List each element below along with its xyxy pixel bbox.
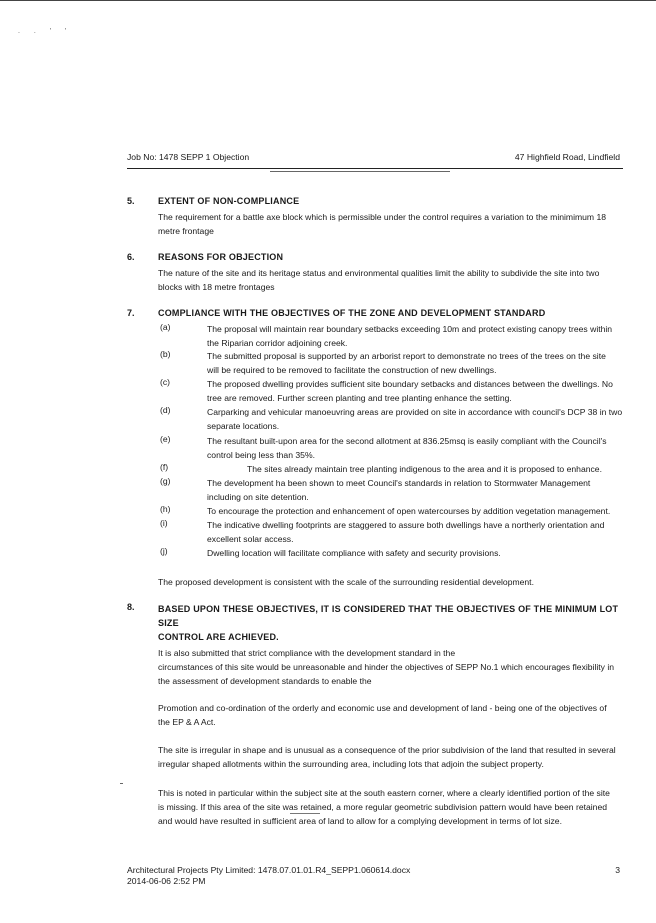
list-item bbox=[207, 405, 632, 433]
text-line: the Riparian corridor adjoining creek. bbox=[207, 338, 348, 348]
list-item bbox=[207, 349, 632, 377]
paragraph bbox=[158, 646, 633, 688]
text-line: The nature of the site and its heritage status and environmental qualities limit the ability to subdivide the site into two bbox=[158, 268, 600, 278]
text-line: Carparking and vehicular manoeuvring areas are provided on site in accordance with council's DCP 38 in two bbox=[207, 407, 623, 417]
list-item bbox=[247, 462, 632, 476]
list-item bbox=[207, 476, 632, 504]
text-line: will be required to be removed to facilitate the construction of new dwellings. bbox=[207, 365, 497, 375]
heading-line: BASED UPON THESE OBJECTIVES, IT IS CONSIDERED THAT THE OBJECTIVES OF THE MINIMUM LOT SIZE bbox=[158, 604, 619, 628]
item-label: (b) bbox=[160, 349, 171, 359]
scan-specks: . . ' ' bbox=[18, 28, 73, 35]
scan-top-edge bbox=[0, 0, 656, 1]
list-item bbox=[207, 546, 632, 560]
item-label: (f) bbox=[160, 462, 169, 472]
section-heading: REASONS FOR OBJECTION bbox=[158, 252, 284, 262]
item-label: (e) bbox=[160, 434, 171, 444]
text-line: circumstances of this site would be unreasonable and hinder the objectives of SEPP No.1 which encourages flexibility in bbox=[158, 662, 615, 672]
text-line: Dwelling location will facilitate compliance with safety and security provisions. bbox=[207, 548, 501, 558]
header-rule bbox=[127, 168, 623, 169]
scan-mark bbox=[120, 783, 123, 784]
text-line: The sites already maintain tree planting indigenous to the area and it is proposed to enhance. bbox=[247, 464, 602, 474]
header-address: 47 Highfield Road, Lindfield bbox=[514, 152, 620, 162]
text-line: It is also submitted that strict compliance with the development standard in the bbox=[158, 648, 456, 658]
section-number: 6. bbox=[127, 252, 135, 262]
text-line: tree are removed. Further screen planting and tree planting enhance the setting. bbox=[207, 393, 512, 403]
list-item bbox=[207, 322, 632, 350]
section-number: 7. bbox=[127, 308, 135, 318]
header-job-number: Job No: 1478 SEPP 1 Objection bbox=[127, 152, 250, 162]
item-label: (i) bbox=[160, 518, 168, 528]
section-number: 5. bbox=[127, 196, 135, 206]
paragraph bbox=[158, 786, 633, 828]
text-line: To encourage the protection and enhancement of open watercourses by addition vegetation management. bbox=[207, 506, 611, 516]
text-line: metre frontage bbox=[158, 226, 214, 236]
text-line: including on site detention. bbox=[207, 492, 309, 502]
paragraph bbox=[158, 743, 633, 771]
text-line: The proposed dwelling provides sufficient site boundary setbacks and distances between the dwellings. No bbox=[207, 379, 613, 389]
text-line: The resultant built-upon area for the second allotment at 836.25msq is easily compliant with the Council's bbox=[207, 436, 607, 446]
text-line: the assessment of development standards to enable the bbox=[158, 676, 372, 686]
section-heading bbox=[158, 602, 633, 644]
footer-file-name: Architectural Projects Pty Limited: 1478.07.01.01.R4_SEPP1.060614.docx bbox=[127, 865, 411, 875]
text-line: Promotion and co-ordination of the orderly and economic use and development of land - being one of the objectives of bbox=[158, 703, 607, 713]
text-line: The site is irregular in shape and is unusual as a consequence of the prior subdivision of the land that resulted in several bbox=[158, 745, 616, 755]
item-label: (d) bbox=[160, 405, 171, 415]
section-body bbox=[158, 266, 628, 294]
text-line: is missing. If this area of the site was retained, a more regular geometric subdivision pattern would have been retained bbox=[158, 802, 608, 812]
text-line: The proposal will maintain rear boundary setbacks exceeding 10m and protect existing canopy trees within bbox=[207, 324, 613, 334]
header-rule-accent bbox=[270, 171, 450, 172]
list-item bbox=[207, 434, 632, 462]
text-line: control being less than 35%. bbox=[207, 450, 315, 460]
text-line: The submitted proposal is supported by an arborist report to demonstrate no trees of the trees on the site bbox=[207, 351, 606, 361]
item-label: (a) bbox=[160, 322, 171, 332]
list-item bbox=[207, 518, 632, 546]
text-line: blocks with 18 metre frontages bbox=[158, 282, 275, 292]
text-line: excellent solar access. bbox=[207, 534, 294, 544]
paragraph bbox=[158, 701, 633, 729]
section-closing: The proposed development is consistent with the scale of the surrounding residential development. bbox=[158, 577, 534, 587]
text-line: The development ha been shown to meet Council's standards in relation to Stormwater Management bbox=[207, 478, 591, 488]
text-line: the EP & A Act. bbox=[158, 717, 216, 727]
text-line: separate locations. bbox=[207, 421, 280, 431]
footer-file bbox=[127, 865, 410, 887]
text-line: The indicative dwelling footprints are staggered to assure both dwellings have a northerly orientation and bbox=[207, 520, 605, 530]
section-heading: EXTENT OF NON-COMPLIANCE bbox=[158, 196, 300, 206]
page-number: 3 bbox=[615, 865, 620, 875]
item-label: (c) bbox=[160, 377, 171, 387]
text-line: This is noted in particular within the subject site at the south eastern corner, where a clearly identified portion of the site bbox=[158, 788, 610, 798]
text-line: The requirement for a battle axe block which is permissible under the control requires a variation to the minimimum 18 bbox=[158, 212, 607, 222]
item-label: (g) bbox=[160, 476, 171, 486]
text-line: irregular shaped allotments within the surrounding area, including lots that adjoin the subject property. bbox=[158, 759, 544, 769]
text-line: and would have resulted in sufficient area of land to allow for a complying development in terms of lot size. bbox=[158, 816, 562, 826]
section-number: 8. bbox=[127, 602, 135, 612]
list-item bbox=[207, 504, 632, 518]
footer-date: 2014-06-06 2:52 PM bbox=[127, 876, 206, 886]
list-item bbox=[207, 377, 632, 405]
heading-line: CONTROL ARE ACHIEVED. bbox=[158, 632, 279, 642]
item-label: (j) bbox=[160, 546, 168, 556]
section-heading: COMPLIANCE WITH THE OBJECTIVES OF THE ZONE AND DEVELOPMENT STANDARD bbox=[158, 308, 546, 318]
item-label: (h) bbox=[160, 504, 171, 514]
section-body bbox=[158, 210, 628, 238]
